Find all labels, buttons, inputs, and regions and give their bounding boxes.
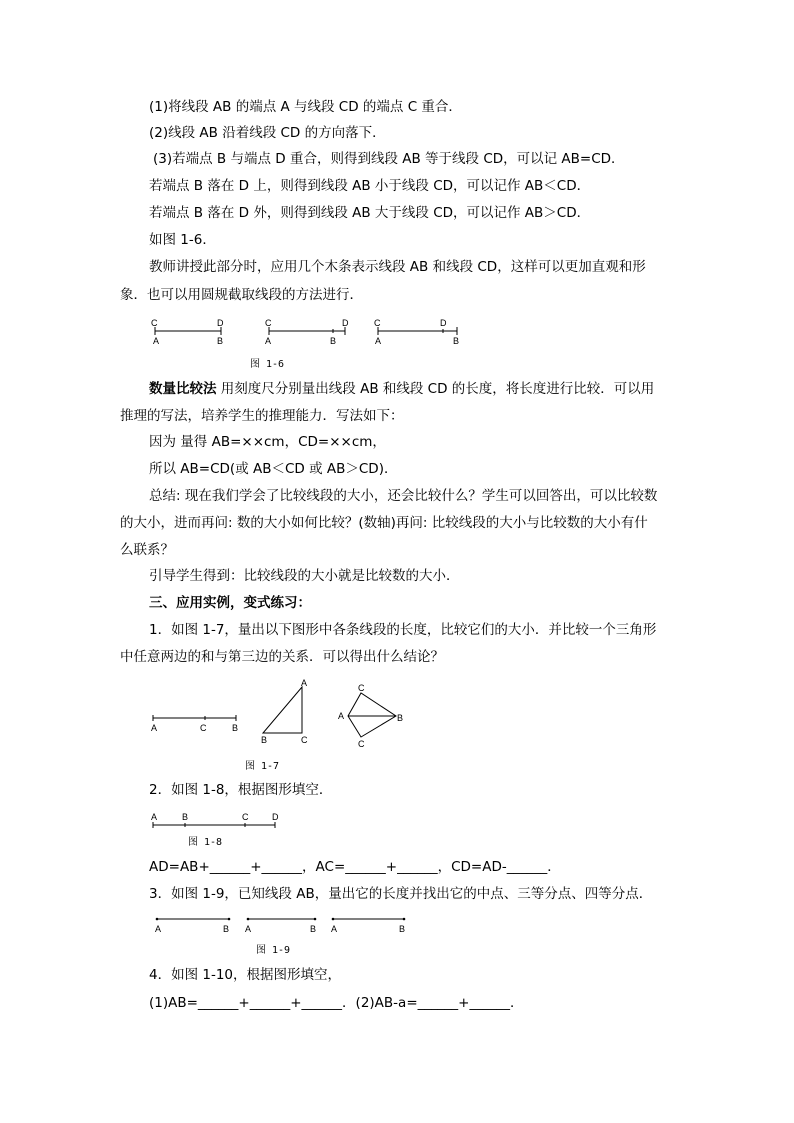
- figure-1-6-caption: 图 1-6: [250, 359, 285, 370]
- fig18-label-d: D: [272, 812, 279, 822]
- fig17-quad-a: A: [338, 711, 345, 721]
- fig19-label-b1: B: [223, 924, 230, 934]
- figure-1-9: [145, 910, 415, 940]
- fig16-label-c2: C: [265, 318, 272, 328]
- fig19-label-a1: A: [155, 924, 162, 934]
- method-text: 用刻度尺分别量出线段 AB 和线段 CD 的长度，将长度进行比较．可以用: [216, 381, 655, 397]
- fig16-label-b1: B: [217, 336, 224, 346]
- fig17-tri-b: B: [261, 735, 268, 745]
- question-1a: 1．如图 1-7，量出以下图形中各条线段的长度，比较它们的大小．并比较一个三角形: [149, 622, 657, 638]
- paragraph-8a: [149, 380, 654, 398]
- fig16-label-a3: A: [375, 336, 382, 346]
- fig18-label-b: B: [182, 812, 189, 822]
- paragraph-2: (2)线段 AB 沿着线段 CD 的方向落下．: [149, 125, 386, 141]
- fig17-quad-c-bottom: C: [358, 739, 365, 749]
- paragraph-5: 若端点 B 落在 D 外，则得到线段 AB 大于线段 CD，可以记作 AB＞CD．: [149, 205, 591, 221]
- fig16-label-c1: C: [151, 318, 158, 328]
- question-2: 2．如图 1-8，根据图形填空．: [149, 782, 333, 798]
- paragraph-4: 若端点 B 落在 D 上，则得到线段 AB 小于线段 CD，可以记作 AB＜CD．: [149, 178, 591, 194]
- fig17-quad-c-top: C: [358, 683, 365, 693]
- paragraph-10: 所以 AB=CD(或 AB＜CD 或 AB＞CD)．: [149, 461, 398, 477]
- figure-1-7: [145, 675, 415, 755]
- fig18-label-c: C: [242, 812, 249, 822]
- figure-1-6: [145, 315, 475, 350]
- question-4: 4．如图 1-10，根据图形填空，: [149, 967, 342, 983]
- paragraph-6: 如图 1-6．: [149, 232, 216, 248]
- fig19-label-b2: B: [310, 924, 317, 934]
- fig16-label-a2: A: [265, 336, 272, 346]
- fig19-label-a3: A: [331, 924, 338, 934]
- section-3-heading: 三、应用实例，变式练习：: [149, 595, 311, 611]
- method-title: 数量比较法: [149, 381, 217, 397]
- fig16-label-b3: B: [453, 336, 460, 346]
- fig17-seg-a: A: [151, 723, 158, 733]
- question-1b: 中任意两边的和与第三边的关系．可以得出什么结论？: [120, 649, 444, 665]
- fig19-label-a2: A: [245, 924, 252, 934]
- fig16-label-d1: D: [217, 318, 224, 328]
- paragraph-1: (1)将线段 AB 的端点 A 与线段 CD 的端点 C 重合．: [149, 99, 462, 115]
- paragraph-8b: 推理的写法，培养学生的推理能力．写法如下：: [120, 408, 404, 424]
- fig16-label-d2: D: [342, 318, 349, 328]
- fig19-label-b3: B: [399, 924, 406, 934]
- question-4-fill: (1)AB=______+______+______．(2)AB-a=______+______．: [149, 995, 524, 1011]
- paragraph-12: 引导学生得到：比较线段的大小就是比较数的大小．: [149, 568, 460, 584]
- paragraph-11b: 的大小，进而再问: 数的大小如何比较？(数轴)再问: 比较线段的大小与比较数的大小有什: [120, 515, 648, 531]
- paragraph-7b: 象．也可以用圆规截取线段的方法进行．: [120, 287, 363, 303]
- figure-1-7-caption: 图 1-7: [245, 761, 280, 772]
- paragraph-3: (3)若端点 B 与端点 D 重合，则得到线段 AB 等于线段 CD，可以记 AB=CD．: [153, 151, 625, 167]
- figure-1-9-caption: 图 1-9: [256, 945, 291, 956]
- paragraph-9: 因为 量得 AB=××cm，CD=××cm，: [149, 434, 386, 450]
- fig16-label-a1: A: [153, 336, 160, 346]
- question-2-fill: AD=AB+______+______，AC=______+______，CD=AD-______．: [149, 859, 561, 875]
- fig16-label-c3: C: [374, 318, 381, 328]
- paragraph-11a: 总结: 现在我们学会了比较线段的大小，还会比较什么？学生可以回答出，可以比较数: [149, 488, 658, 504]
- fig17-tri-a: A: [301, 678, 308, 688]
- fig16-label-b2: B: [330, 336, 337, 346]
- fig17-seg-b: B: [232, 723, 239, 733]
- figure-1-8-caption: 图 1-8: [188, 837, 223, 848]
- fig17-tri-c: C: [301, 735, 308, 745]
- fig16-label-d3: D: [440, 318, 447, 328]
- fig18-label-a: A: [151, 812, 158, 822]
- fig17-quad-b: B: [397, 713, 404, 723]
- fig17-seg-c: C: [200, 723, 207, 733]
- question-3: 3．如图 1-9，已知线段 AB，量出它的长度并找出它的中点、三等分点、四等分点．: [149, 886, 653, 902]
- paragraph-11c: 么联系？: [120, 542, 174, 558]
- paragraph-7a: 教师讲授此部分时，应用几个木条表示线段 AB 和线段 CD，这样可以更加直观和形: [149, 259, 646, 275]
